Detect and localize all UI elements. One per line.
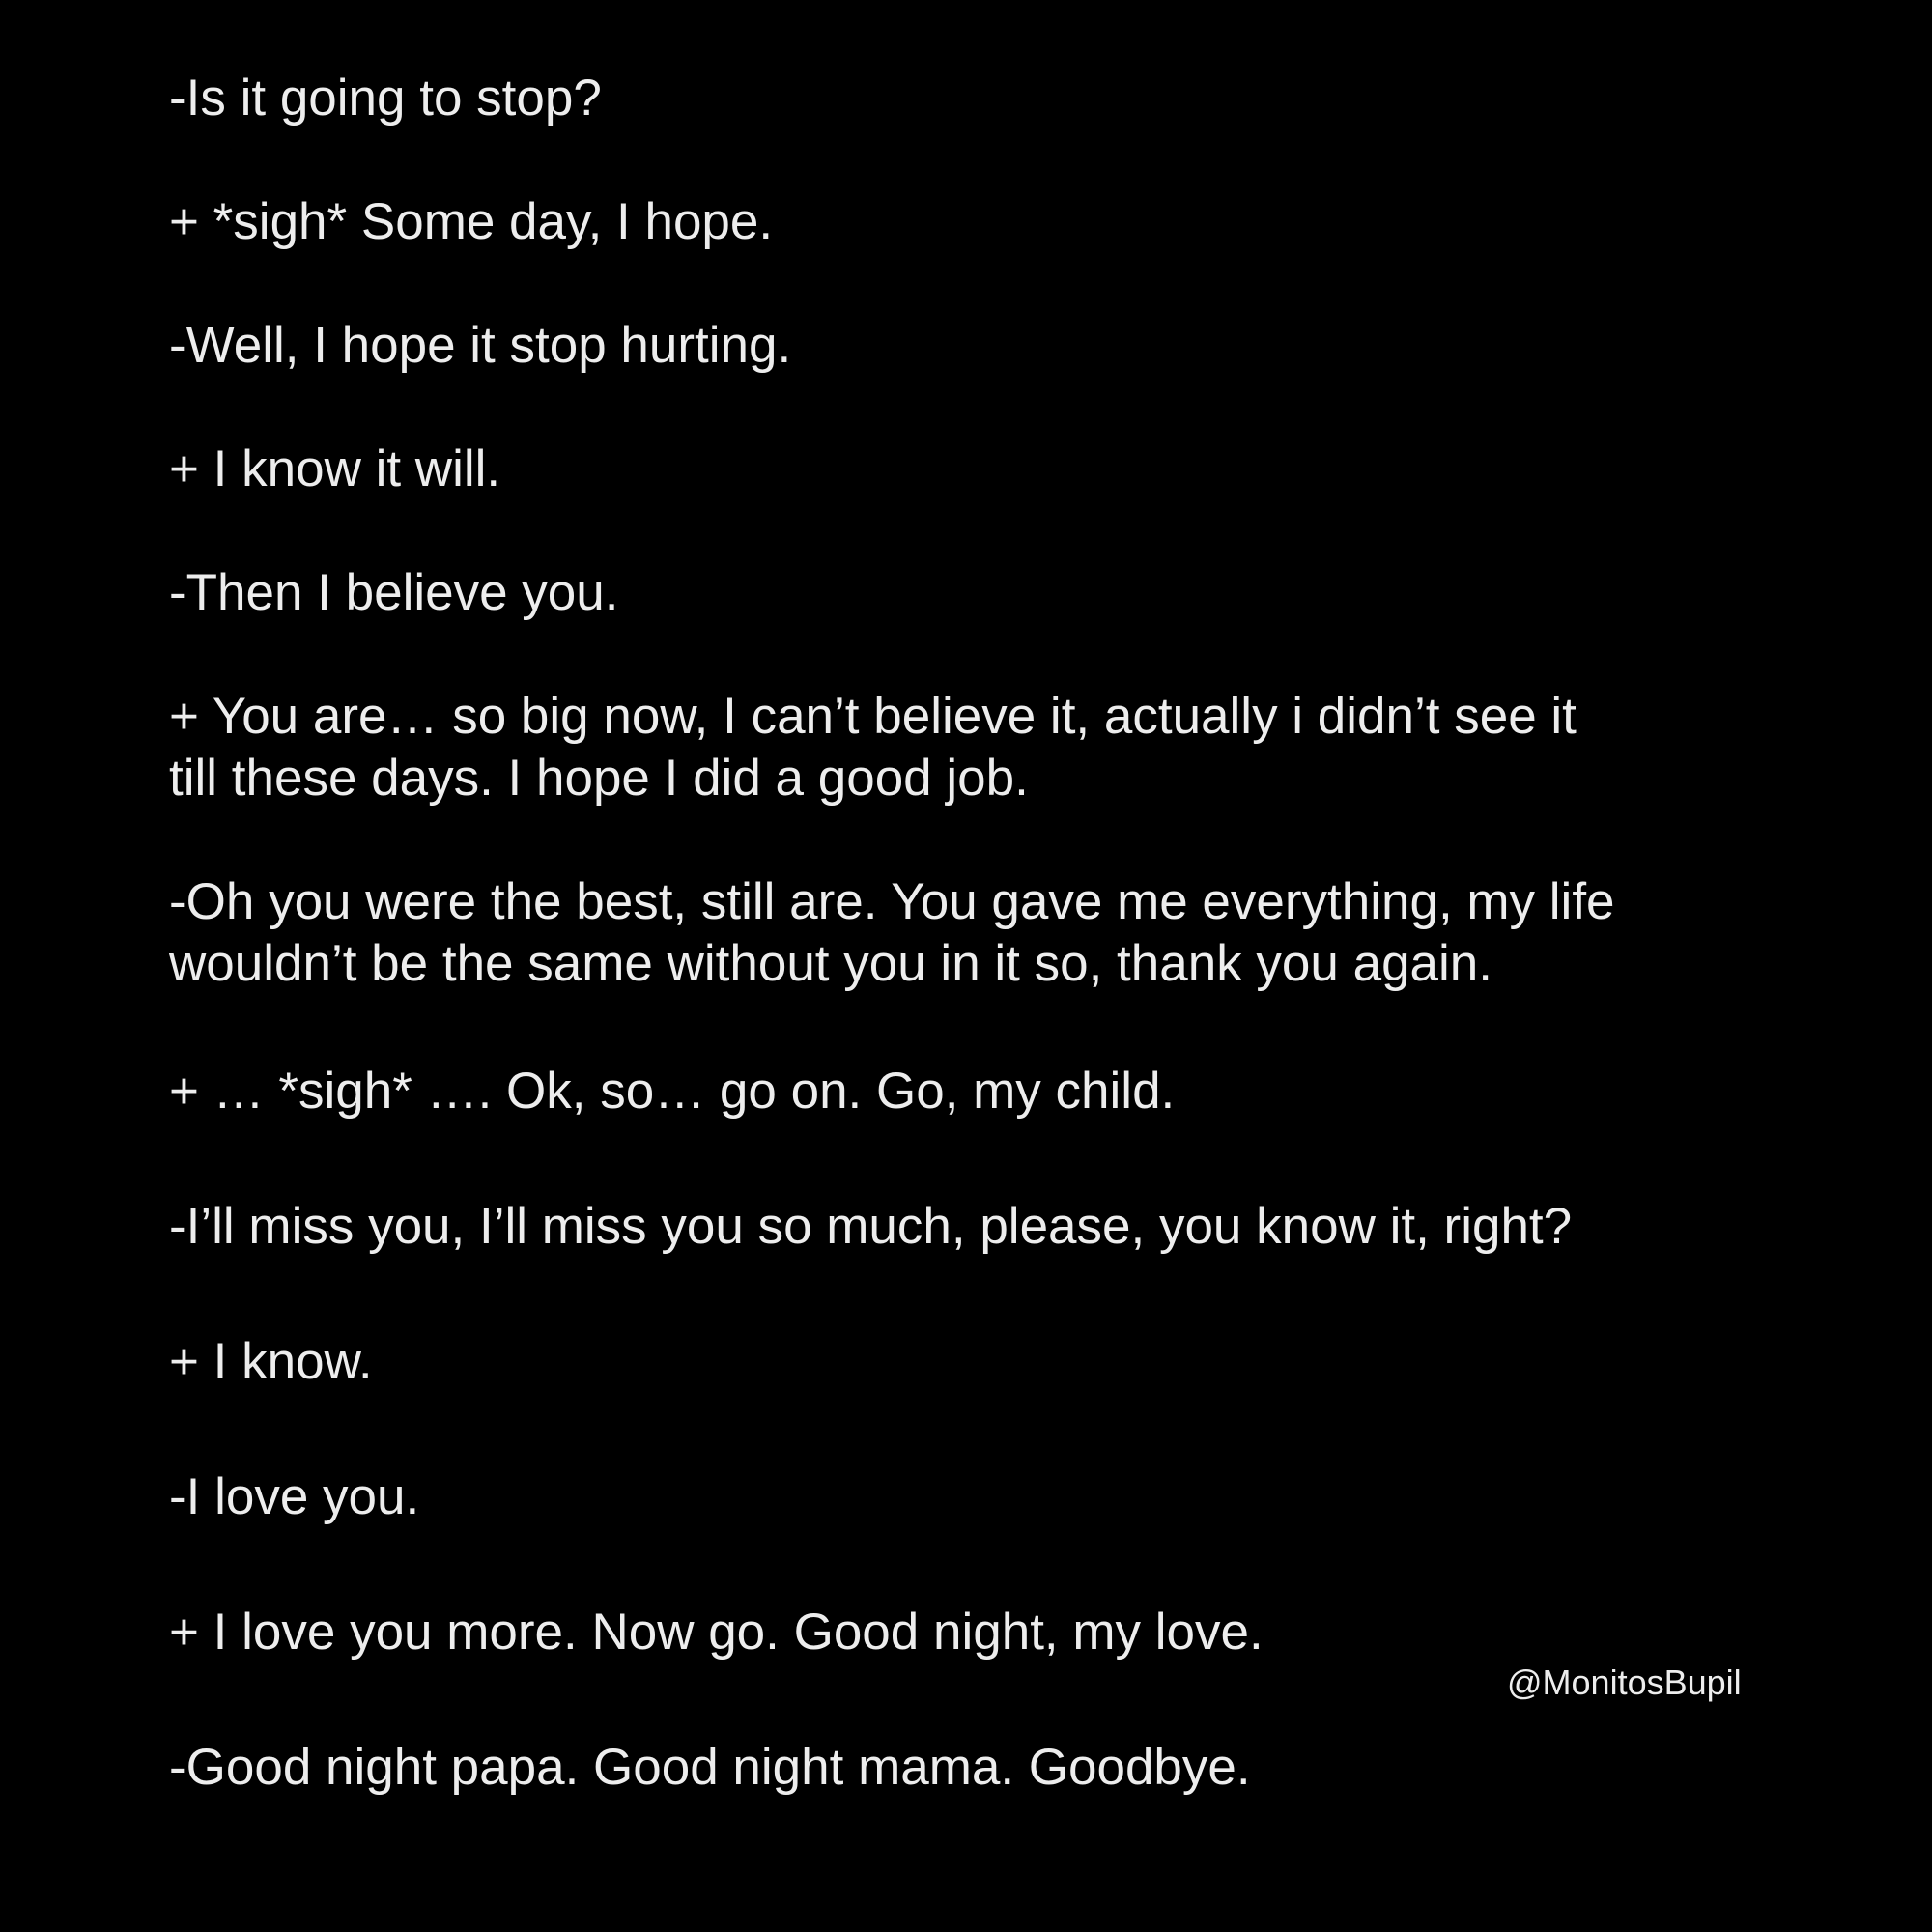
author-watermark: @MonitosBupil <box>1507 1662 1742 1702</box>
dialogue-line: + You are… so big now, I can’t believe it, actually i didn’t see it <box>169 688 1577 745</box>
dialogue-line: + *sigh* Some day, I hope. <box>169 193 774 250</box>
dialogue-line: -Good night papa. Good night mama. Goodbye. <box>169 1739 1251 1796</box>
dialogue-line: -I love you. <box>169 1468 420 1525</box>
dialogue-line: wouldn’t be the same without you in it so, thank you again. <box>169 935 1493 992</box>
dialogue-line: -Well, I hope it stop hurting. <box>169 317 792 374</box>
dialogue-line: + I know it will. <box>169 440 501 497</box>
dialogue-line: + I know. <box>169 1333 373 1390</box>
dialogue-line: + … *sigh* …. Ok, so… go on. Go, my child. <box>169 1063 1176 1120</box>
dialogue-line: -Then I believe you. <box>169 564 619 621</box>
dialogue-line: -Oh you were the best, still are. You gave me everything, my life <box>169 873 1615 930</box>
dialogue-line: -I’ll miss you, I’ll miss you so much, please, you know it, right? <box>169 1198 1573 1255</box>
dialogue-line: + I love you more. Now go. Good night, my love. <box>169 1604 1264 1661</box>
dialogue-line: -Is it going to stop? <box>169 70 602 127</box>
dialogue-line: till these days. I hope I did a good job. <box>169 750 1029 807</box>
